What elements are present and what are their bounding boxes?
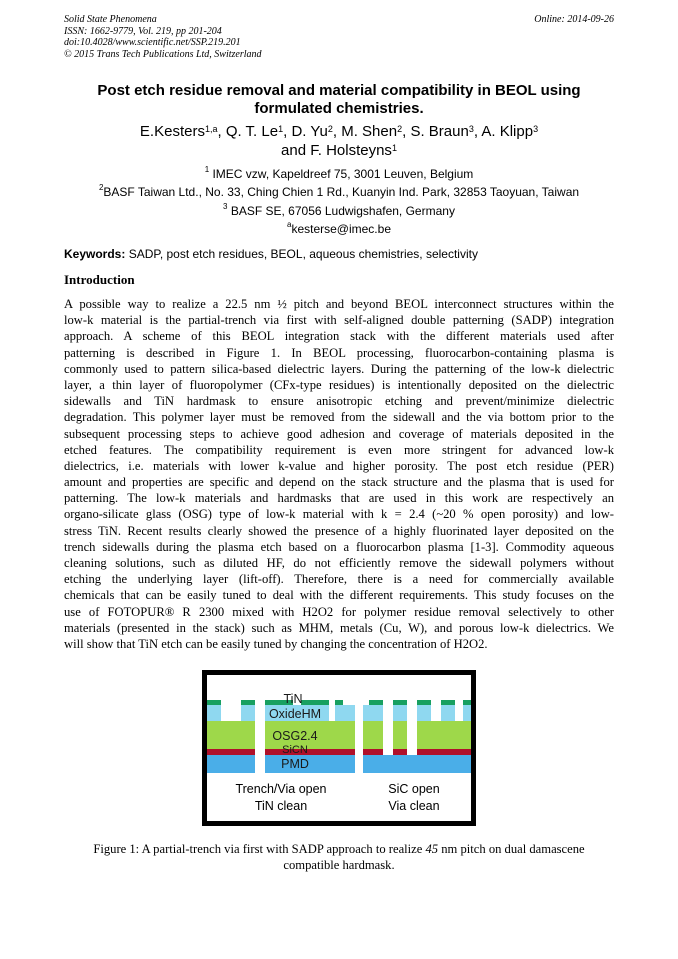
author-name: F. Holsteyns [310,142,392,159]
author-affiliation-mark: 1,a [204,124,218,134]
layer-label-osg: OSG2.4 [272,729,318,743]
body-line: chemicals that can be easily tuned to deal with the different requirements. This study focuses on the [64,588,614,603]
structure-gap [355,700,363,773]
body-line: etched features. The compatibility requirement is even more stringent for advanced low-k [64,442,614,457]
author-name: Q. T. Le [225,123,279,140]
trench [221,700,241,721]
affiliation-mark: 1 [204,165,210,174]
tin-segment [335,700,343,705]
affiliation-text: IMEC vzw, Kapeldreef 75, 3001 Leuven, Belgium [209,167,474,181]
body-line: amount and properties are specific and depend on the stack structure and the plasma that is used for [64,475,614,490]
affiliation-mark: a [286,220,292,229]
beol-stack-diagram [207,675,471,821]
body-line: commonly used to pattern silica-based dielectric layers. During the patterning of the low-k dielectric [64,361,614,376]
author-affiliation-mark: 3 [533,124,539,134]
layer-label-tin: TiN [283,692,303,706]
author-name: D. Yu [291,123,328,140]
via-opening [255,700,265,773]
tin-segment [241,700,255,705]
journal-name: Solid State Phenomena [64,14,157,25]
affiliation-2 [40,185,638,199]
keywords-label: Keywords: [64,247,126,261]
author-separator: , [473,123,482,140]
introduction-body [64,296,614,652]
author-affiliation-mark: 1 [391,143,397,153]
osg-layer [207,721,471,749]
section-heading-introduction: Introduction [64,272,135,287]
body-line: trench sidewalls during the plasma etch based on a fluorocarbon plasma [1-3]. Commodity aqueous [64,539,614,554]
tin-segment [463,700,471,705]
tin-segment [369,700,383,705]
label-tin-clean: TiN clean [254,799,308,813]
layer-label-sicn: SiCN [282,744,308,756]
caption-pitch-value: 45 [425,842,439,856]
caption-line-2: compatible hardmask. [283,858,395,872]
body-line: stress TiN. Recent results clearly showed the presence of a highly fluorinated layer deposited on the [64,523,614,538]
body-line: use of FOTOPUR® R 2300 mixed with H2O2 for polymer residue removal selectively to other [64,604,614,619]
trench [329,700,335,721]
tin-segment [393,700,407,705]
keywords [64,247,478,261]
figure-1-caption [64,841,614,873]
email-text: kesterse@imec.be [291,222,391,236]
title-line-2: formulated chemistries. [254,100,424,117]
journal-header [64,14,262,60]
layer-label-oxidehm: OxideHM [268,707,322,721]
author-affiliation-mark: 1 [278,124,284,134]
body-line: will show that TiN etch can be easily tuned by changing the concentration of H2O2. [64,636,488,651]
author-affiliation-mark: 2 [397,124,403,134]
pmd-layer [207,755,471,773]
body-line: degradation. This polymer layer must be removed from the sidewall and the via bottom prior to the [64,410,614,425]
body-line: layer, a thin layer of fluoropolymer (CFx-type residues) is intentionally deposited on the dielectric [64,377,614,392]
journal-doi: doi:10.4028/www.scientific.net/SSP.219.201 [64,37,241,48]
keywords-list: SADP, post etch residues, BEOL, aqueous chemistries, selectivity [125,247,478,261]
body-line: patterning. The low-k materials and hardmasks that are used in this work are respectively an [64,491,614,506]
caption-line-1 [64,841,614,857]
affiliation-text: BASF SE, 67056 Ludwigshafen, Germany [227,204,455,218]
body-line: patterning is described in Figure 1. In BEOL processing, fluorocarbon-containing plasma is [64,345,614,360]
contact-email [40,222,638,236]
caption-text: Figure 1: A partial-trench via first with SADP approach to realize [93,842,426,856]
author-separator: , [217,123,226,140]
body-line: approach. A scheme of this BEOL integration stack with the different materials used after [64,329,614,344]
author-affiliation-mark: 2 [327,124,333,134]
author-list [64,122,614,160]
author-name: S. Braun [410,123,469,140]
figure-1-beol-stack [202,670,476,826]
author-name: A. Klipp [481,123,534,140]
via-opening [383,700,393,755]
affiliation-1 [40,167,638,181]
tin-segment [417,700,431,705]
caption-text: nm pitch on dual damascene [438,842,585,856]
tin-segment [207,700,221,705]
journal-copyright: © 2015 Trans Tech Publications Ltd, Switzerland [64,48,262,60]
layer-label-pmd: PMD [281,757,309,771]
author-separator: , [332,123,342,140]
affiliation-mark: 3 [223,202,228,211]
body-line: etching the underlying layer (lift-off). Therefore, there is a need for commercially available [64,572,614,587]
sicn-layer [207,749,471,755]
affiliation-text: BASF Taiwan Ltd., No. 33, Ching Chien 1 Rd., Kuanyin Ind. Park, 32853 Taoyuan, Taiwan [103,185,580,199]
trench [431,700,441,721]
author-name: E.Kesters [139,123,205,140]
label-trench-via-open: Trench/Via open [235,782,327,796]
body-line: organo-silicate glass (OSG) type of low-k material with k = 2.4 (~20 % open porosity) and low- [64,507,614,522]
author-name: M. Shen [341,123,398,140]
affiliation-mark: 2 [98,183,104,192]
affiliation-3 [40,204,638,218]
author-separator: , [402,123,411,140]
tin-segment [441,700,455,705]
label-via-clean: Via clean [388,799,440,813]
paper-title [64,82,614,118]
author-prefix: and [281,142,311,159]
body-line: low-k material is the partial-trench via first with self-aligned double patterning (SADP) integration [64,313,614,328]
body-line: sidewalls and TiN hardmask to ensure anisotropic etching and prevent/minimize dielectric [64,394,614,409]
journal-issn: ISSN: 1662-9779, Vol. 219, pp 201-204 [64,25,222,37]
online-date: Online: 2014-09-26 [534,14,614,25]
author-line-2 [64,141,614,160]
body-line: subsequent processing steps to achieve good adhesion and coverage of materials deposited in the [64,426,614,441]
author-affiliation-mark: 3 [468,124,474,134]
author-line-1 [64,122,614,141]
trench [455,700,463,721]
title-line-1: Post etch residue removal and material compatibility in BEOL using [97,82,581,99]
label-sic-open: SiC open [388,782,440,796]
tin-segment [301,700,329,705]
body-line: A possible way to realize a 22.5 nm ½ pitch and beyond BEOL interconnect structures within the [64,297,614,311]
body-line: cleaning solutions, such as diluted HF, do not efficiently remove the sidewall polymers without [64,556,614,570]
body-line: materials (presented in the stack) such as MHM, metals (Cu, W), and porous low-k dielectrics. We [64,620,614,635]
via-opening [407,700,417,755]
body-line: dielectrics, i.e. materials with lower k-value and higher porosity. The post etch residue (PER) [64,458,614,473]
author-separator: , [283,123,292,140]
